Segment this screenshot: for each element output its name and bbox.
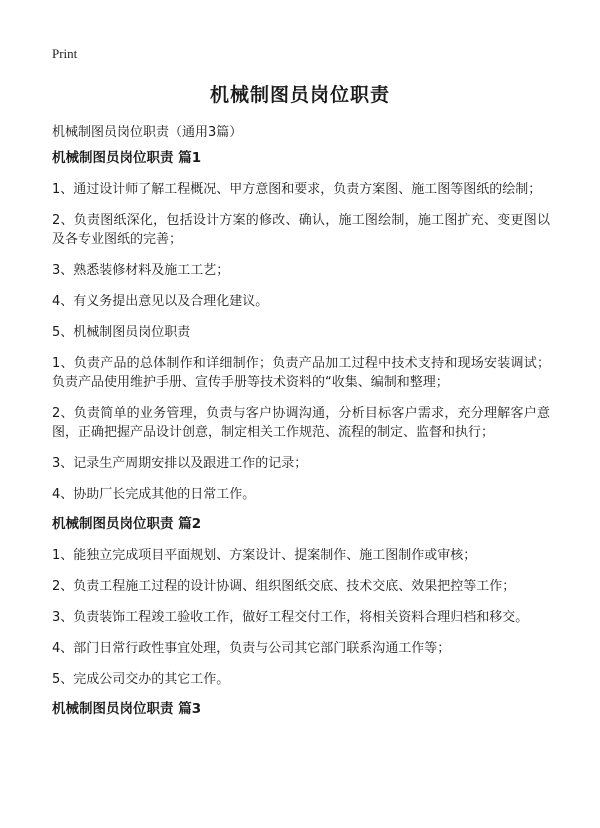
section-1 [52, 150, 550, 504]
paragraph: 1、负责产品的总体制作和详细制作；负责产品加工过程中技术支持和现场安装调试；负责产品使用维护手册、宣传手册等技术资料的“收集、编制和整理； [52, 356, 550, 390]
section-heading: 机械制图员岗位职责 篇1 [52, 150, 202, 166]
section-heading: 机械制图员岗位职责 篇2 [52, 516, 202, 532]
section-2 [52, 516, 550, 689]
paragraph: 2、负责简单的业务管理，负责与客户协调沟通，分析目标客户需求，充分理解客户意图，正确把握产品设计创意，制定相关工作规范、流程的制定、监督和执行； [52, 406, 550, 440]
paragraph: 3、负责装饰工程竣工验收工作，做好工程交付工作，将相关资料合理归档和移交。 [52, 610, 529, 625]
section-heading: 机械制图员岗位职责 篇3 [52, 701, 202, 717]
paragraph: 1、能独立完成项目平面规划、方案设计、提案制作、施工图制作或审核； [52, 548, 477, 563]
paragraph: 5、机械制图员岗位职责 [52, 325, 191, 340]
document-content [52, 150, 550, 731]
paragraph: 4、有义务提出意见以及合理化建议。 [52, 294, 269, 309]
paragraph: 3、记录生产周期安排以及跟进工作的记录； [52, 456, 308, 471]
paragraph: 4、协助厂长完成其他的日常工作。 [52, 487, 256, 502]
paragraph: 2、负责工程施工过程的设计协调、组织图纸交底、技术交底、效果把控等工作； [52, 579, 516, 594]
print-link[interactable]: Print [52, 46, 78, 61]
section-3 [52, 701, 550, 718]
paragraph: 4、部门日常行政性事宜处理，负责与公司其它部门联系沟通工作等； [52, 641, 451, 656]
paragraph: 5、完成公司交办的其它工作。 [52, 672, 230, 687]
page-subtitle: 机械制图员岗位职责（通用3篇） [52, 125, 243, 140]
paragraph: 2、负责图纸深化，包括设计方案的修改、确认，施工图绘制，施工图扩充、变更图以及各专业图纸的完善； [52, 213, 550, 247]
paragraph: 1、通过设计师了解工程概况、甲方意图和要求，负责方案图、施工图等图纸的绘制； [52, 182, 542, 197]
page-title: 机械制图员岗位职责 [209, 84, 390, 106]
paragraph: 3、熟悉装修材料及施工工艺； [52, 263, 230, 278]
